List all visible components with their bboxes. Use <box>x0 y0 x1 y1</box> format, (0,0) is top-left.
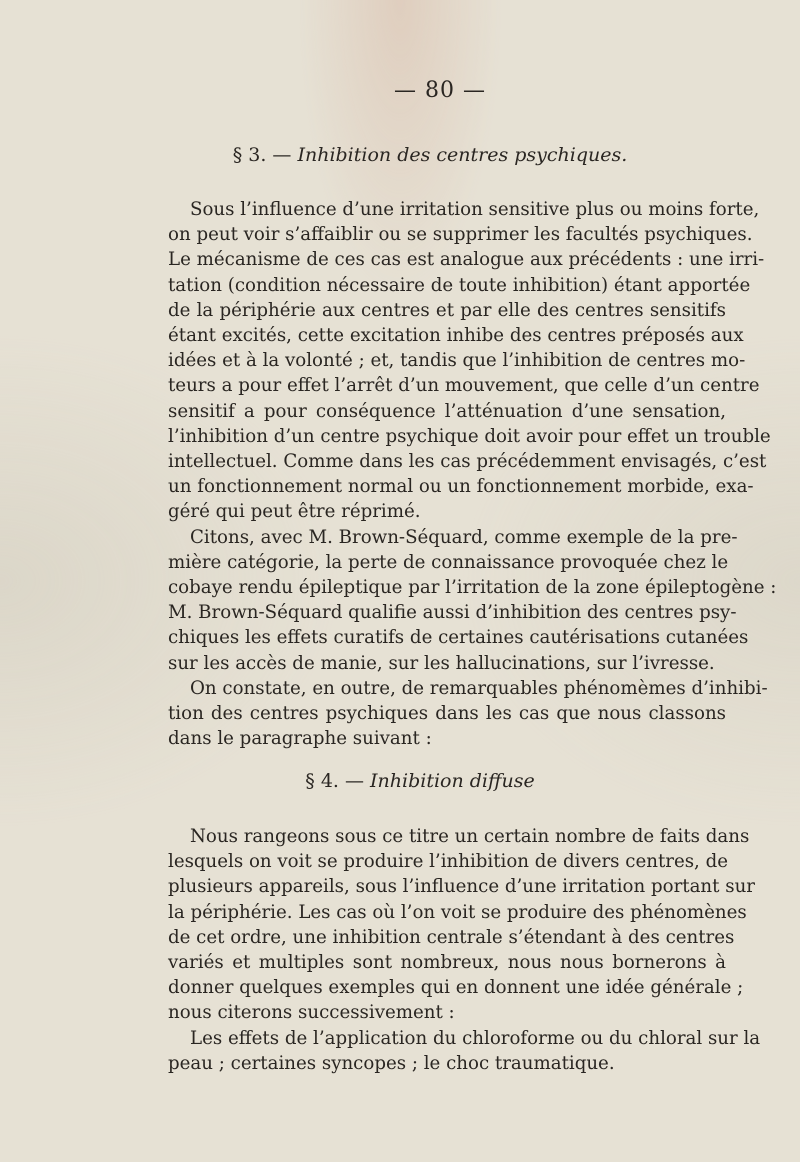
section-4-number: § 4. — <box>305 770 364 792</box>
section-3-number: § 3. — <box>232 144 292 166</box>
text-line: plusieurs appareils, sous l’influence d’une irritation portant sur <box>168 876 755 898</box>
text-line: donner quelques exemples qui en donnent une idée générale ; <box>168 977 744 999</box>
text-line: teurs a pour effet l’arrêt d’un mouvement, que celle d’un centre <box>168 375 760 397</box>
text-line: variés et multiples sont nombreux, nous nous bornerons à <box>168 952 726 974</box>
text-line: Nous rangeons sous ce titre un certain nombre de faits dans <box>190 826 750 847</box>
text-line: M. Brown-Séquard qualifie aussi d’inhibition des centres psy- <box>168 602 737 624</box>
text-line: sensitif a pour conséquence l’atténuation d’une sensation, <box>168 400 726 422</box>
text-line: mière catégorie, la perte de connaissance provoquée chez le <box>168 551 729 573</box>
page-number: — 80 — <box>394 78 486 103</box>
text-line: lesquels on voit se produire l’inhibition de divers centres, de <box>168 851 729 873</box>
text-line: On constate, en outre, de remarquables phénomèmes d’inhibi- <box>190 677 768 699</box>
text-line: chiques les effets curatifs de certaines cautérisations cutanées <box>168 627 749 649</box>
text-line: idées et à la volonté ; et, tandis que l’inhibition de centres mo- <box>168 350 746 372</box>
text-line: tation (condition nécessaire de toute inhibition) étant apportée <box>168 274 751 296</box>
text-line: de la périphérie aux centres et par elle des centres sensitifs <box>168 299 726 321</box>
text-line: peau ; certaines syncopes ; le choc traumatique. <box>168 1052 615 1074</box>
text-line: sur les accès de manie, sur les hallucinations, sur l’ivresse. <box>168 652 715 674</box>
text-line: cobaye rendu épileptique par l’irritation de la zone épileptogène : <box>168 577 777 599</box>
text-line: intellectuel. Comme dans les cas précédemment envisagés, c’est <box>168 451 767 473</box>
text-line: dans le paragraphe suivant : <box>168 728 432 750</box>
section-4-body <box>168 824 761 1076</box>
section-4-heading <box>20 770 800 792</box>
text-line: Citons, avec M. Brown-Séquard, comme exemple de la pre- <box>190 526 738 548</box>
text-line: Sous l’influence d’une irritation sensitive plus ou moins forte, <box>190 199 760 220</box>
text-line: étant excités, cette excitation inhibe des centres préposés aux <box>168 325 744 347</box>
text-line: de cet ordre, une inhibition centrale s’étendant à des centres <box>168 926 735 948</box>
section-3-heading <box>30 144 800 166</box>
text-line: Le mécanisme de ces cas est analogue aux précédents : une irri- <box>168 249 765 271</box>
text-line: géré qui peut être réprimé. <box>168 501 421 523</box>
section-4-title: Inhibition diffuse <box>370 770 535 792</box>
text-line: tion des centres psychiques dans les cas que nous classons <box>168 703 726 725</box>
text-line: nous citerons successivement : <box>168 1002 455 1024</box>
text-line: un fonctionnement normal ou un fonctionnement morbide, exa- <box>168 476 754 498</box>
text-line: l’inhibition d’un centre psychique doit avoir pour effet un trouble <box>168 425 771 447</box>
text-line: Les effets de l’application du chloroforme ou du chloral sur la <box>190 1027 761 1049</box>
section-3-title: Inhibition des centres psychiques. <box>297 144 628 166</box>
section-3-body <box>168 197 777 751</box>
text-line: la périphérie. Les cas où l’on voit se produire des phénomènes <box>168 901 747 923</box>
text-line: on peut voir s’affaiblir ou se supprimer les facultés psychiques. <box>168 224 753 246</box>
